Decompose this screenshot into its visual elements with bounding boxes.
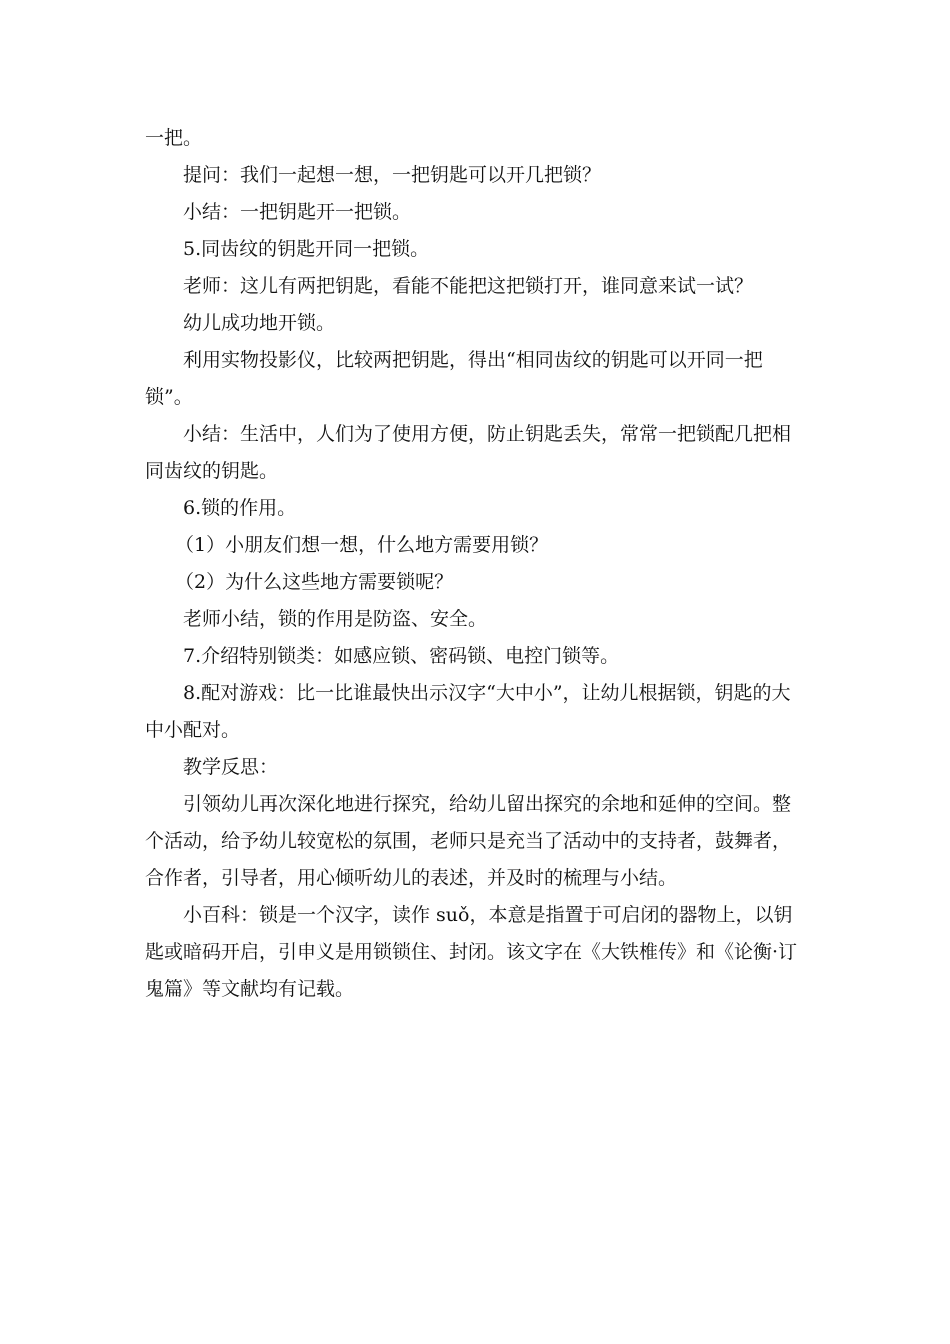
document-body [145, 120, 800, 1008]
paragraph-reflection-heading: 教学反思： [183, 756, 279, 778]
paragraph-summary-1: 小结：一把钥匙开一把锁。 [183, 201, 412, 223]
paragraph-step-8: 8.配对游戏：比一比谁最快出示汉字“大中小”，让幼儿根据锁，钥匙的大中小配对。 [145, 682, 791, 741]
paragraph-question-1: （1）小朋友们想一想，什么地方需要用锁？ [175, 534, 549, 556]
paragraph-encyclopedia: 小百科：锁是一个汉字，读作 suǒ，本意是指置于可启闭的器物上，以钥匙或暗码开启，引申义是用锁锁住、封闭。该文字在《大铁椎传》和《论衡·订鬼篇》等文献均有记载。 [145, 904, 798, 1000]
paragraph-question-2: （2）为什么这些地方需要锁呢？ [175, 571, 454, 593]
paragraph-continuation: 一把。 [145, 127, 203, 149]
paragraph-child-unlock: 幼儿成功地开锁。 [183, 312, 336, 334]
paragraph-step-5: 5.同齿纹的钥匙开同一把锁。 [183, 238, 430, 260]
paragraph-reflection: 引领幼儿再次深化地进行探究，给幼儿留出探究的余地和延伸的空间。整个活动，给予幼儿较宽松的氛围，老师只是充当了活动中的支持者，鼓舞者，合作者，引导者，用心倾听幼儿的表述，并及时的梳理与小结。 [145, 793, 792, 889]
paragraph-projector: 利用实物投影仪，比较两把钥匙，得出“相同齿纹的钥匙可以开同一把锁”。 [145, 349, 763, 408]
paragraph-teacher-summary: 老师小结，锁的作用是防盗、安全。 [183, 608, 488, 630]
paragraph-teacher: 老师：这儿有两把钥匙，看能不能把这把锁打开，谁同意来试一试？ [183, 275, 754, 297]
paragraph-question: 提问：我们一起想一想，一把钥匙可以开几把锁？ [183, 164, 602, 186]
paragraph-summary-2: 小结：生活中，人们为了使用方便，防止钥匙丢失，常常一把锁配几把相同齿纹的钥匙。 [145, 423, 792, 482]
paragraph-step-7: 7.介绍特别锁类：如感应锁、密码锁、电控门锁等。 [183, 645, 620, 667]
paragraph-step-6: 6.锁的作用。 [183, 497, 297, 519]
